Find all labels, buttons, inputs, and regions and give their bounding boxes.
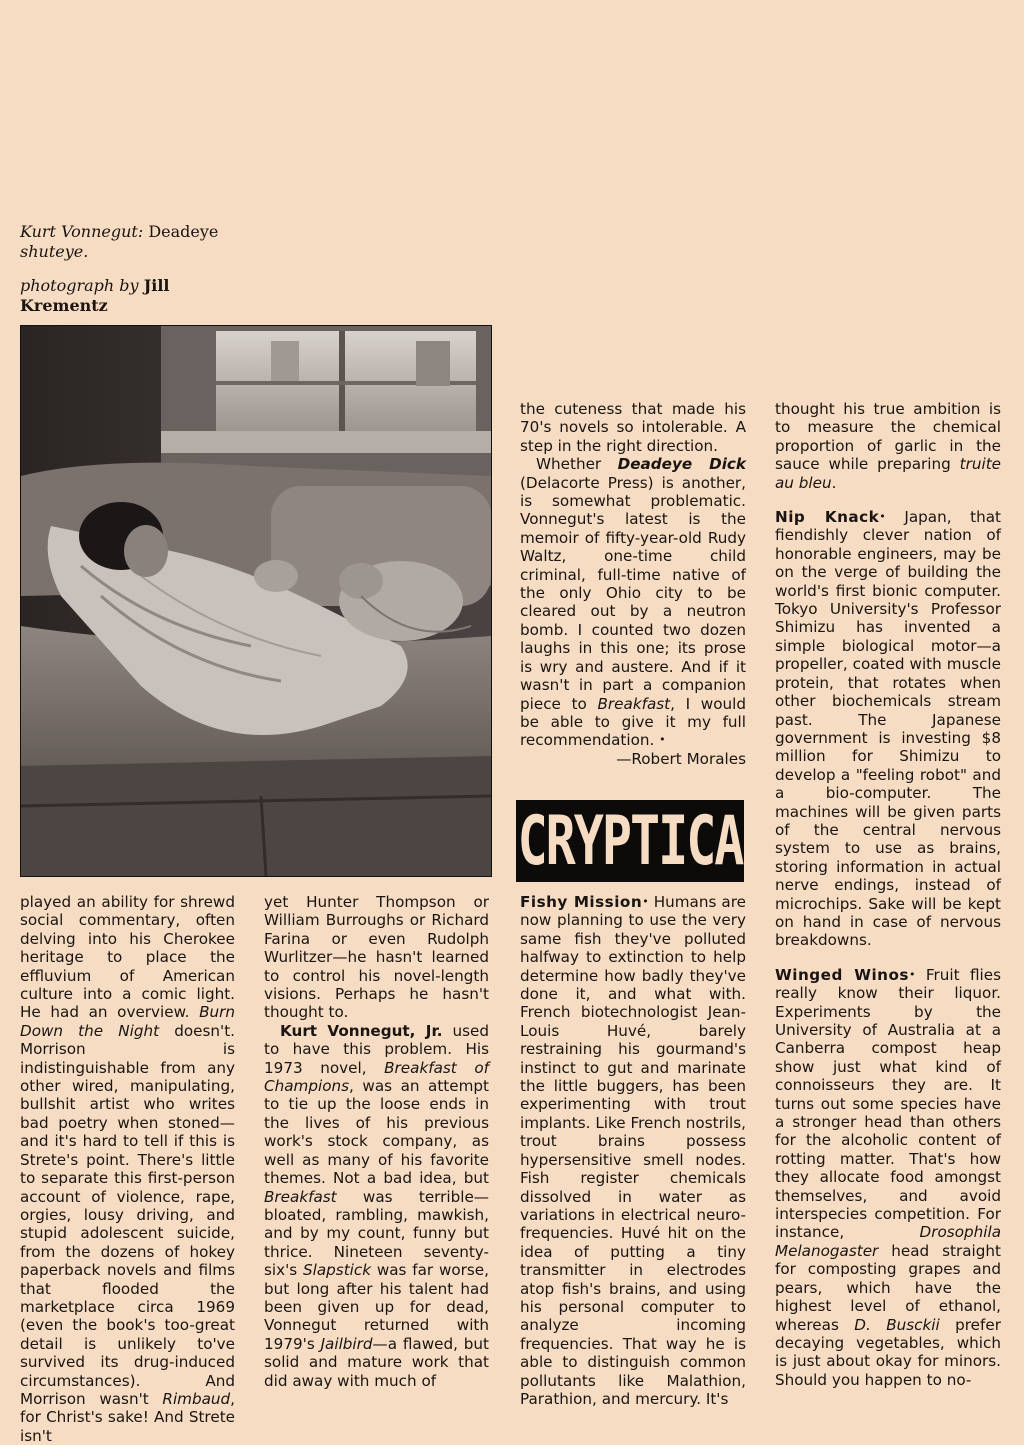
paragraph: Kurt Vonnegut, Jr. used to have this problem. His 1973 novel, Breakfast of Champions, was an attempt to tie up the loose ends in the lives of his previous work's stock company, as well as many of his favorite themes. Not a bad idea, but Breakfast was terrible—bloated, rambling, mawkish, and by my count, funny but thrice. Nineteen seventy-six's Slapstick was far worse, but long after his talent had been given up for dead, Vonnegut returned with 1979's Jailbird—a flawed, but solid and mature work that did away with much of <box>264 1021 489 1390</box>
section-title: CRYPTICA <box>517 801 743 881</box>
paragraph: yet Hunter Thompson or William Burroughs or Richard Farina or even Rudolph Wurlitzer—he hasn't learned to control his novel-length visions. Perhaps he hasn't thought to. <box>264 893 489 1022</box>
bullet-icon: • <box>879 510 886 524</box>
face <box>124 525 168 577</box>
news-item: Fishy Mission• Humans are now planning to use the very same fish they've polluted halfway to extinction to help determine how badly they've done it, and what with. French biotechnologist Jean-Louis Huvé, barely restraining his gourmand's instinct to gut and marinate the little buggers, has been experimenting with trout implants. Like French nostrils, trout brains possess hypersensitive smell nodes. Fish register chemicals dissolved in water as variations in electrical neuro-frequencies. Huvé hit on the idea of putting a tiny transmitter in electrodes atop fish's brains, and using his personal computer to analyze incoming frequencies. That way he is able to distinguish common pollutants like Malathion, Parathion, and mercury. It's <box>520 893 746 1408</box>
byline: —Robert Morales <box>616 749 746 768</box>
bullet-icon: • <box>908 967 916 981</box>
item-heading: Winged Winos <box>775 965 909 984</box>
book-title: Deadeye Dick <box>617 455 746 474</box>
article-column-4 <box>775 400 1001 1389</box>
item-heading: Nip Knack <box>775 508 880 527</box>
book-title: Breakfast <box>597 694 671 713</box>
photo-caption <box>20 222 240 330</box>
author-photograph <box>20 325 492 877</box>
item-heading: Fishy Mission <box>520 893 643 911</box>
paragraph: Whether Deadeye Dick (Delacorte Press) is another, is somewhat problematic. Vonnegut's latest is the memoir of fifty-year-old Rudy Waltz, one-time child criminal, full-time native of the only Ohio city to be cleared out by a neutron bomb. I counted two dozen laughs in this one; its prose is wry and austere. And if it wasn't in part a companion piece to Breakfast, I would be able to give it my full recommendation. • <box>520 455 746 750</box>
paragraph: thought his true ambition is to measure the chemical proportion of garlic in the sauce while preparing truite au bleu. <box>775 400 1001 492</box>
paragraph: played an ability for shrewd social commentary, often delving into his Cherokee heritage to place the effluvium of American culture into a comic light. He had an overview. Burn Down the Night doesn't. Morrison is indistinguishable from any other wired, manipulating, bullshit artist who writes bad poetry when stoned—and it's hard to tell if this is Strete's point. There's little to separate this first-person account of violence, rape, orgies, lousy driving, and stupid adolescent suicide, from the dozens of hokey paperback novels and films that flooded the marketplace circa 1969 (even the book's too-great detail is unlikely to've survived its drug-induced circumstances). And Morrison wasn't Rimbaud, for Christ's sake! And Strete isn't <box>20 893 235 1445</box>
article-column-3-bottom <box>520 893 746 1408</box>
section-header <box>516 800 744 882</box>
book-title: Burn Down the Night <box>20 1003 235 1040</box>
article-column-3 <box>520 400 746 768</box>
paragraph: the cuteness that made his 70's novels so intolerable. A step in the right direction. <box>520 400 746 455</box>
caption-name: Kurt Vonnegut: <box>20 222 144 241</box>
bullet-icon: • <box>642 895 649 908</box>
species-name: Drosophila Melanogaster <box>775 1223 1001 1260</box>
book-title: Breakfast <box>264 1187 337 1206</box>
author-name: Kurt Vonnegut, Jr. <box>280 1021 443 1040</box>
name-italic: Rimbaud <box>162 1389 231 1408</box>
book-title: Breakfast of Champions <box>264 1058 489 1096</box>
dish-name: truite au bleu <box>775 455 1001 492</box>
caption-line2: shuteye. <box>20 242 89 261</box>
caption-line1: Deadeye <box>143 222 219 241</box>
credit-name: Jill Krementz <box>20 276 170 315</box>
species-name: D. Busckii <box>854 1315 940 1334</box>
book-title: Slapstick <box>303 1261 372 1280</box>
news-item: Winged Winos• Fruit flies really know their liquor. Experiments by the University of Australia at a Canberra compost heap show just what kind of connoisseurs they are. It turns out some species have a stronger head than others for the alcoholic content of rotting matter. That's how they allocate food amongst themselves, and avoid interspecies competition. For instance, Drosophila Melanogaster head straight for composting grapes and pears, which have the highest level of ethanol, whereas D. Busckii prefer decaying vegetables, which is just about okay for minors. Should you happen to no- <box>775 965 1001 1389</box>
caption-text <box>20 222 240 262</box>
article-column-1 <box>20 893 235 1445</box>
photo-credit <box>20 276 240 316</box>
end-mark: • <box>659 733 666 747</box>
credit-prefix: photograph by <box>20 276 139 295</box>
photo-illustration <box>21 326 491 876</box>
news-item: Nip Knack• Japan, that fiendishly clever nation of honorable engineers, may be on the verge of building the world's first bionic computer. Tokyo University's Professor Shimizu has invented a simple biological motor—a propeller, coated with muscle protein, that rotates when other biochemicals stream past. The Japanese government is investing $8 million for Shimizu to develop a "feeling robot" and a bio-computer. The machines will be given parts of the central nervous system to use as brains, storing information in actual nerve endings, instead of microchips. Sake will be kept on hand in case of nervous breakdowns. <box>775 508 1001 950</box>
article-column-2 <box>264 893 489 1390</box>
book-title: Jailbird <box>320 1334 373 1353</box>
